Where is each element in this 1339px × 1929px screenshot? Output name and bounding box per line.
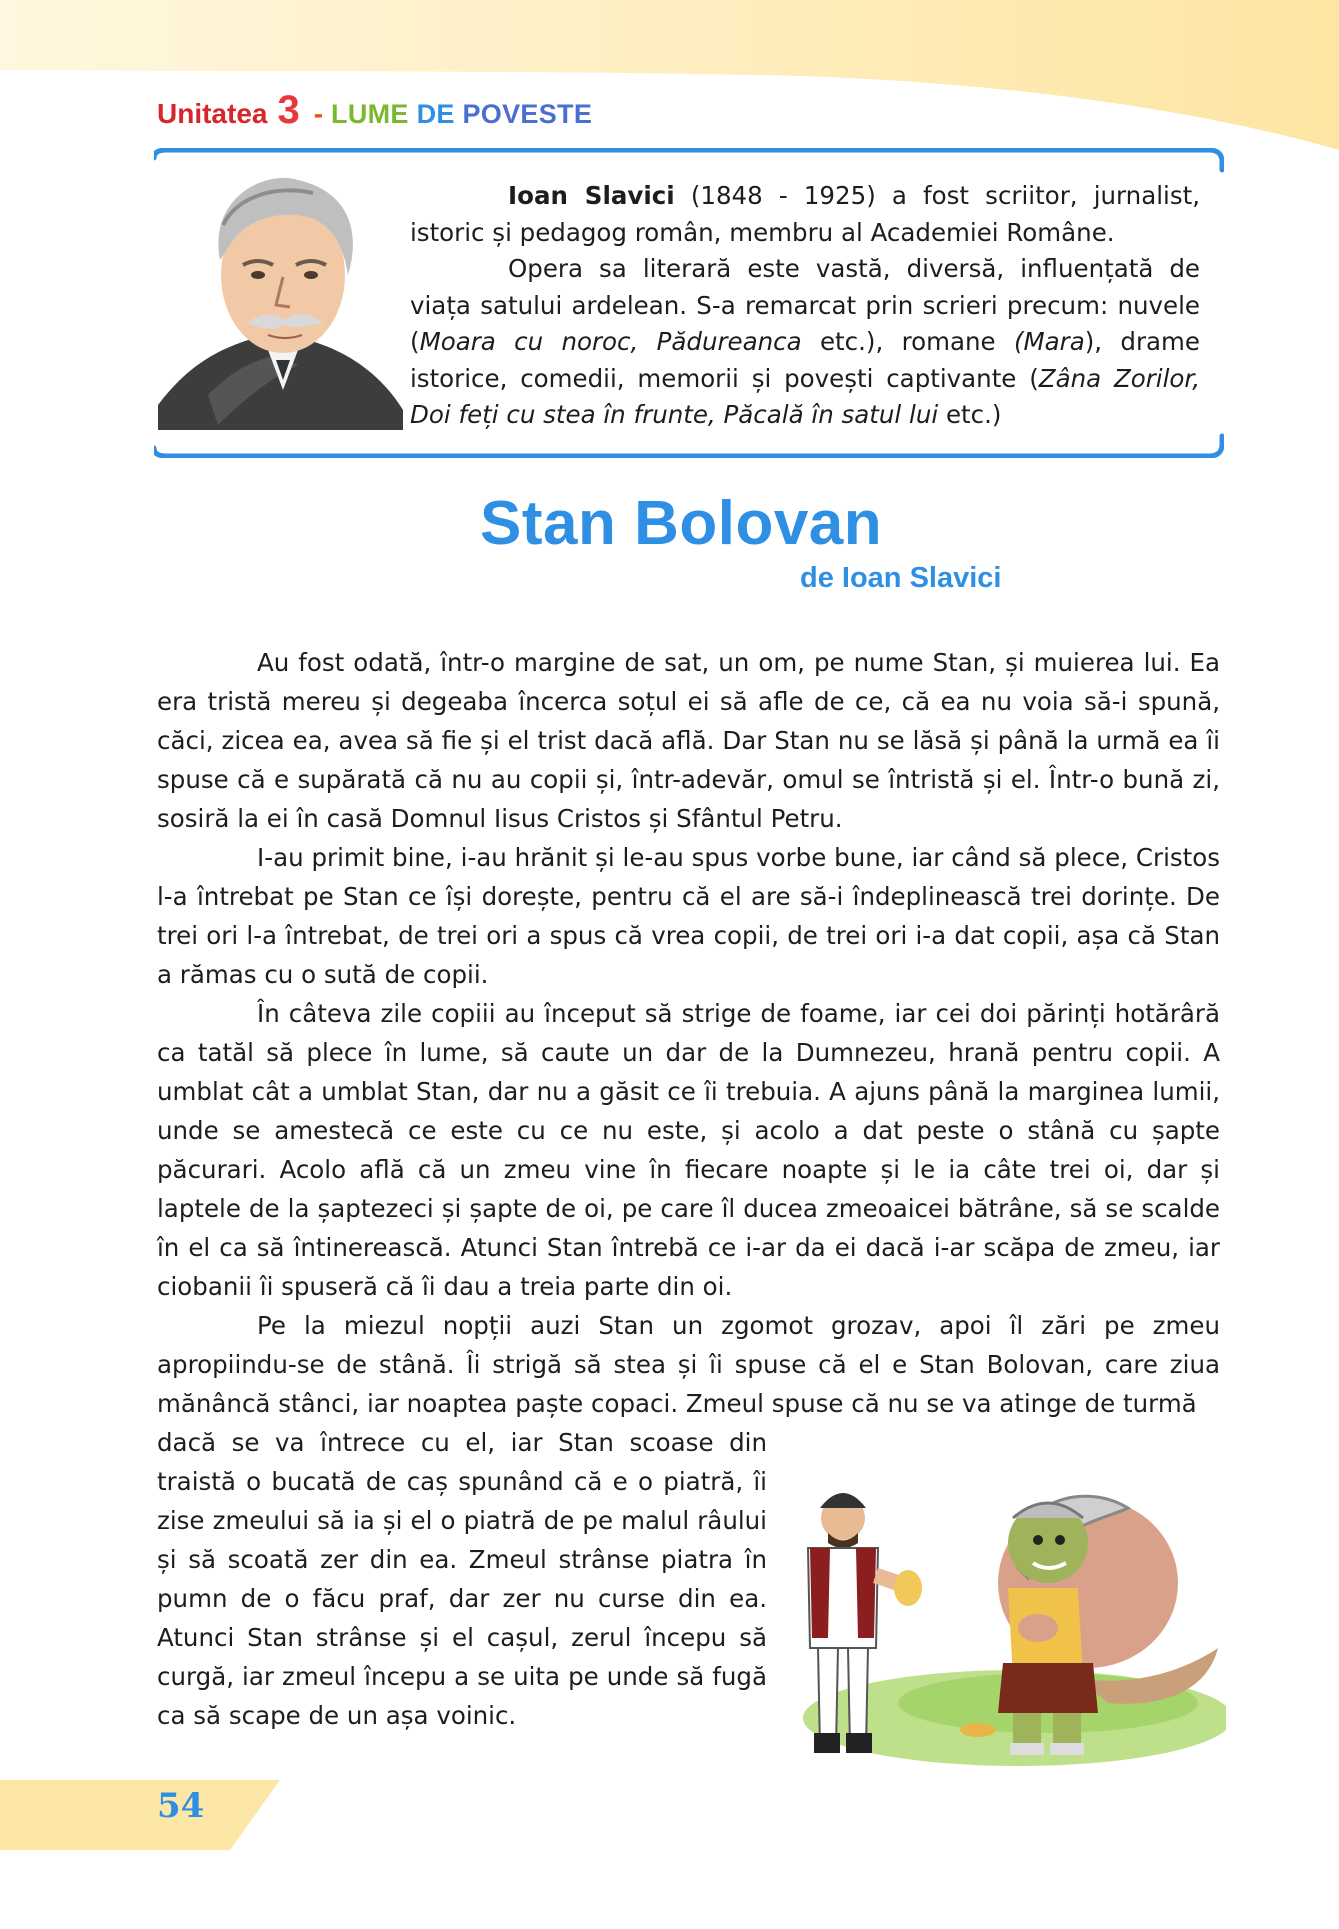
story-paragraph-3: În câteva zile copiii au început să strige de foame, iar cei doi părinți hotărâră ca tatăl să plece în lume, să caute un dar de la Dumnezeu, hrană pentru copii. A umblat cât a umblat Stan, dar nu a găsit ce îi trebuia. A ajuns până la marginea lumii, unde se amestecă ce este cu ce nu este, și acolo a dat peste o stână cu șapte păcurari. Acolo află că un zmeu vine în fiecare noapte și le ia câte trei oi, dar și laptele de la șaptezeci și șapte de oi, pe care îl ducea zmeoaicei bătrâne, să se scalde în el ca să întinerească. Atunci Stan întrebă ce i-ar da ei dacă i-ar scăpa de zmeu, iar ciobanii îi spuseră că îi dau a treia parte din oi. <box>157 999 1220 1301</box>
stan-and-zmeu-illustration-icon <box>748 1448 1226 1778</box>
story-paragraph-4: Pe la miezul nopții auzi Stan un zgomot grozav, apoi îl zări pe zmeu apropiindu-se de stână. Îi strigă să stea și îi spuse că el e Stan Bolovan, care ziua mănâncă stânci, iar noaptea paște copaci. Zmeul spuse că nu se va atinge de turmă <box>157 1311 1220 1418</box>
bio-text-span: ), drame istorice, comedii, memorii și povești captivante ( <box>410 327 1200 393</box>
ioan-slavici-portrait-icon <box>148 165 413 430</box>
story-title: Stan Bolovan <box>480 489 883 558</box>
bio-paragraph-2 <box>410 251 1200 434</box>
bio-text-span: Opera sa literară este vastă, diversă, influențată de viața satului ardelean. S-a remarcat prin scrieri precum: nuvele ( <box>410 254 1200 356</box>
bio-paragraph-1 <box>410 178 1200 251</box>
unit-theme <box>331 99 592 130</box>
bio-italic-span: Moara cu noroc, Pădureanca <box>419 327 802 356</box>
top-decorative-band <box>0 0 1339 160</box>
unit-label: Unitatea <box>157 98 268 129</box>
theme-word-lume: LUME <box>331 99 409 129</box>
page-number: 54 <box>157 1786 205 1826</box>
unit-dash: - <box>313 98 324 129</box>
bio-text-span: etc.) <box>938 400 1002 429</box>
unit-header <box>157 88 593 132</box>
story-paragraph-1: Au fost odată, într-o margine de sat, un om, pe nume Stan, și muierea lui. Ea era tristă mereu și degeaba încerca soțul ei să afle de ce, că ea nu voia să-i spună, căci, zicea ea, avea să fie și el trist dacă află. Dar Stan nu se lăsă și până la urmă ea îi spuse că e supărată că nu au copii și, într-adevăr, omul se întristă și el. Într-o bună zi, sosiră la ei în casă Domnul Iisus Cristos și Sfântul Petru. <box>157 648 1220 833</box>
story-author: de Ioan Slavici <box>800 562 1002 594</box>
story-paragraph-2: I-au primit bine, i-au hrănit și le-au spus vorbe bune, iar când să plece, Cristos l-a întrebat pe Stan ce își dorește, pentru că el are să-i îndeplinească trei dorințe. De trei ori l-a întrebat, de trei ori a spus că vrea copii, de trei ori i-a dat copii, așa că Stan a rămas cu o sută de copii. <box>157 843 1220 989</box>
theme-word-de: DE <box>416 99 455 129</box>
bio-italic-span: (Mara <box>1013 327 1085 356</box>
bio-italic-span: Zâna Zorilor, Doi feți cu stea în frunte, Păcală în satul lui <box>410 363 1201 429</box>
unit-number: 3 <box>277 88 300 132</box>
bio-paragraph-1-rest: (1848 - 1925) a fost scriitor, jurnalist, istoric și pedagog român, membru al Academiei Române. <box>410 181 1200 247</box>
author-name: Ioan Slavici <box>508 181 675 210</box>
author-bio-text <box>410 178 1200 434</box>
story-paragraph-5: dacă se va întrece cu el, iar Stan scoase din traistă o bucată de caș spunând că e o piatră, îi zise zmeului să ia și el o piatră de pe malul râului și să scoată zer din ea. Zmeul strânse piatra în pumn de o făcu praf, dar zer nu curse din ea. Atunci Stan strânse și el cașul, zerul începu să curgă, iar zmeul începu a se uita pe unde să fugă ca să scape de un așa voinic. <box>157 1428 767 1730</box>
theme-word-poveste: POVESTE <box>462 99 593 129</box>
bio-text-span: etc.), romane <box>801 327 1014 356</box>
